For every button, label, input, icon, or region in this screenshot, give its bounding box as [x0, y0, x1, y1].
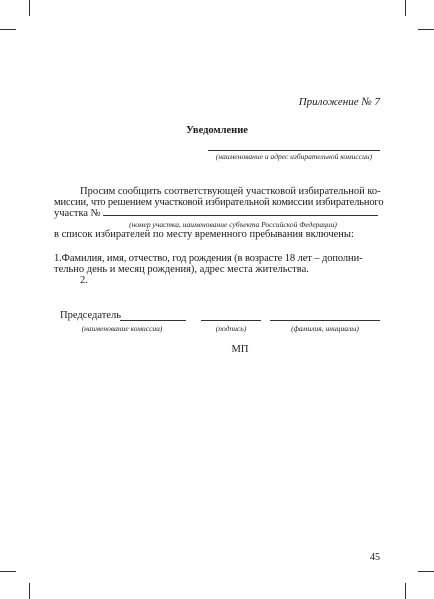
crop-mark-top-left-h: [0, 29, 16, 30]
name-initials-caption: (фамилия, инициалы): [291, 324, 359, 333]
crop-mark-bottom-left-h: [0, 571, 16, 572]
signature-caption: (подпись): [215, 324, 247, 333]
appendix-label: Приложение № 7: [298, 96, 380, 108]
participant-number-label: участка №: [54, 208, 101, 219]
page-number: 45: [370, 552, 380, 563]
signature-line: [201, 320, 261, 321]
request-line-3: [54, 208, 378, 220]
crop-mark-top-right: [405, 0, 406, 16]
request-line-4: в список избирателей по месту временного пребывания включены:: [54, 229, 354, 240]
voter-item-1-line-1: 1.Фамилия, имя, отчество, год рождения (в возрасте 18 лет – дополни-: [54, 253, 363, 264]
district-number-line: [103, 215, 378, 216]
stamp-label: МП: [231, 344, 249, 355]
commission-line: [208, 150, 380, 151]
crop-mark-bottom-right-h: [418, 571, 434, 572]
district-caption: (номер участка, наименование субъекта Российской Федерации): [129, 220, 337, 229]
voter-item-1-line-2: тельно день и месяц рождения), адрес места жительства.: [54, 264, 309, 275]
request-line-1: Просим сообщить соответствующей участковой избирательной ко-: [80, 186, 381, 197]
crop-mark-bottom-right: [405, 583, 406, 599]
commission-name-caption: (наименование комиссии): [81, 324, 163, 333]
commission-name-line: [120, 320, 186, 321]
voter-item-2: 2.: [80, 275, 88, 286]
crop-mark-top-right-h: [418, 29, 434, 30]
name-initials-line: [270, 320, 380, 321]
request-line-2: миссии, что решением участковой избирательной комиссии избирательного: [54, 197, 384, 208]
document-title: Уведомление: [186, 125, 248, 136]
crop-mark-bottom-left: [29, 583, 30, 599]
commission-caption: (наименование и адрес избирательной комиссии): [215, 152, 373, 161]
crop-mark-top-left: [29, 0, 30, 16]
chairman-label: Председатель: [60, 310, 122, 321]
